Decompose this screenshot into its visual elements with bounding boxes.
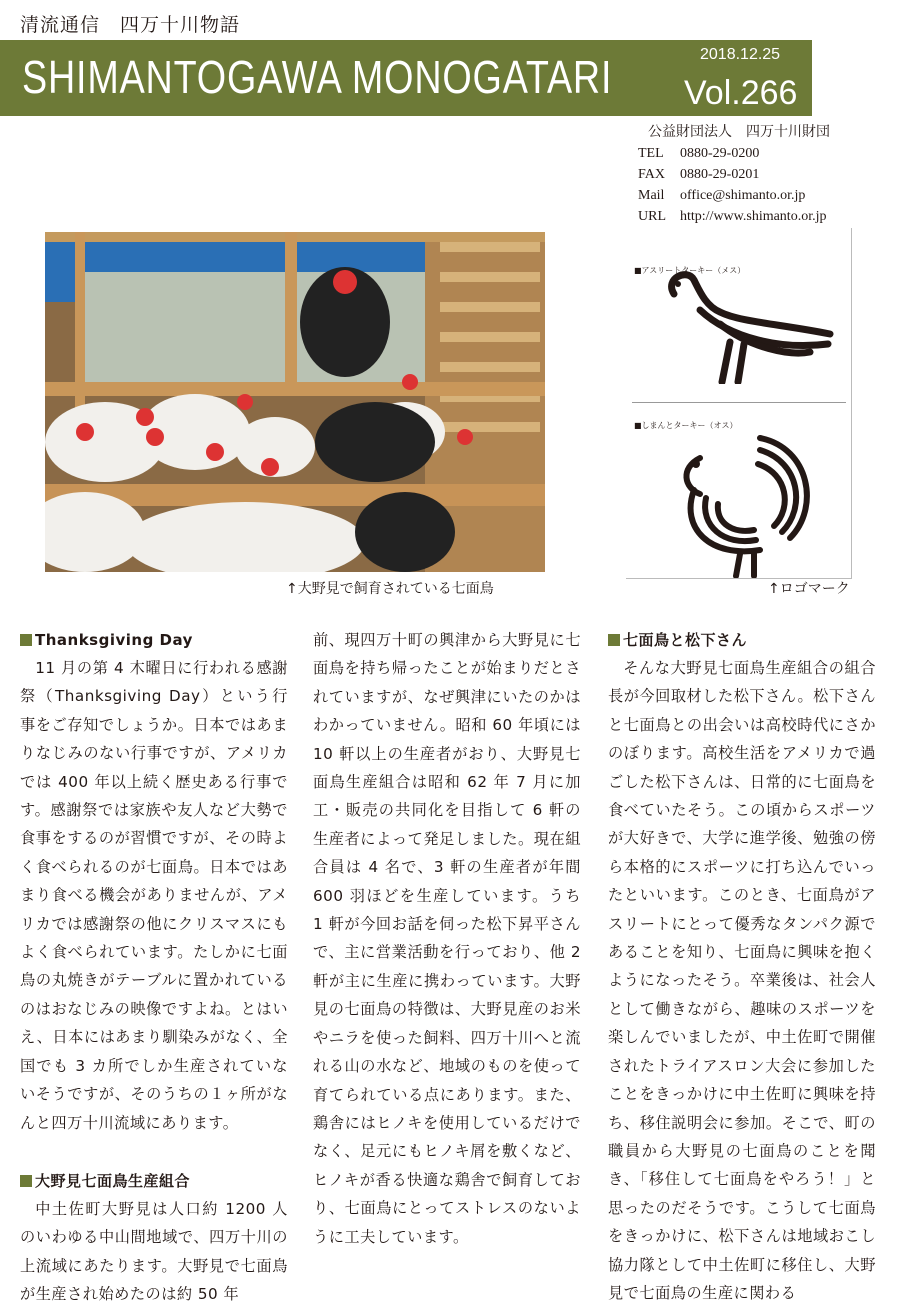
heading-square-icon <box>20 1175 32 1187</box>
contact-value: 0880-29-0200 <box>680 146 760 161</box>
photo-caption: ↑大野見で飼育されている七面鳥 <box>286 581 494 597</box>
newsletter-title: SHIMANTOGAWA MONOGATARI <box>22 51 613 103</box>
contact-mail <box>638 185 830 206</box>
contact-fax <box>638 164 830 185</box>
section-heading <box>608 626 876 654</box>
section-heading-text: Thanksgiving Day <box>35 630 193 649</box>
contact-label: URL <box>638 209 666 224</box>
issue-date: 2018.12.25 <box>700 46 781 63</box>
logo-caption: ↑ロゴマーク <box>768 581 850 597</box>
contact-label: Mail <box>638 188 665 203</box>
logo-label-female: ■アスリートターキー（メス） <box>634 266 746 275</box>
heading-square-icon <box>20 634 32 646</box>
article-column-1 <box>20 626 288 1309</box>
section-body: 中土佐町大野見は人口約 1200 人のいわゆる中山間地域で、四万十川の上流域にあたります。大野見で七面鳥が生産され始めたのは約 50 年 <box>20 1199 288 1304</box>
article-column-3 <box>608 626 876 1307</box>
contact-value: http://www.shimanto.or.jp <box>680 209 827 224</box>
section-heading-text: 大野見七面鳥生産組合 <box>35 1171 191 1190</box>
logo-divider <box>632 402 846 403</box>
contact-label: TEL <box>638 146 664 161</box>
contact-tel <box>638 143 830 164</box>
section-body-continued: 前、現四万十町の興津から大野見に七面鳥を持ち帰ったことが始まりだとされていますが、なぜ興津にいたのかはわかっていません。昭和 60 年頃には 10 軒以上の生産者がおり、大野見七面鳥生産組合は昭和 62 年 7 月に加工・販売の共同化を目指して 6 軒の生産者によって発足しました。現在組合員は 4 名で、3 軒の生産者が年間 600 羽ほどを生産しています。うち 1 軒が今回お話を伺った松下昇平さんで、主に営業活動を行っており、他 2 軒が主に生産に携わっています。大野見の七面鳥の特徴は、大野見産のお米やニラを使った飼料、四万十川へと流れる山の水など、地域のものを使って育てられている点にあります。また、鶏舎にはヒノキを使用しているだけでなく、足元にもヒノキ屑を敷くなど、ヒノキが香る快適な鶏舎で飼育しており、七面鳥にとってストレスのないように工夫しています。 <box>313 631 581 1246</box>
contact-label: FAX <box>638 167 665 182</box>
contact-url <box>638 206 830 227</box>
contact-value: 0880-29-0201 <box>680 167 760 182</box>
section-body: そんな大野見七面鳥生産組合の組合長が今回取材した松下さん。松下さんと七面鳥との出会いは高校時代にさかのぼります。高校生活をアメリカで過ごした松下さんは、日常的に七面鳥を食べていたそう。この頃からスポーツが大好きで、大学に進学後、勉強の傍ら本格的にスポーツに打ち込んでいったといいます。このとき、七面鳥がアスリートにとって優秀なタンパク源であることを知り、七面鳥に興味を抱くようになったそう。卒業後は、社会人として働きながら、趣味のスポーツを楽しんでいましたが、中土佐町で開催されたトライアスロン大会に参加したことをきっかけに中土佐町に興味を持ち、移住説明会に参加。そこで、町の職員から大野見の七面鳥のことを聞き、「移住して七面鳥をやろう！」と思ったのだそうです。こうして七面鳥をきっかけに、松下さんは地域おこし協力隊として中土佐町に移住し、大野見で七面鳥の生産に関わる <box>608 659 876 1302</box>
turkey-coop-photo <box>45 232 545 572</box>
organization-name: 公益財団法人 四万十川財団 <box>648 125 830 140</box>
contact-value: office@shimanto.or.jp <box>680 188 806 203</box>
series-title: 清流通信 四万十川物語 <box>20 14 241 36</box>
section-heading-text: 七面鳥と松下さん <box>623 630 748 649</box>
section-body: 11 月の第 4 木曜日に行われる感謝祭（Thanksgiving Day）という行事をご存知でしょうか。日本ではあまりなじみのない行事ですが、アメリカでは 400 年以上続く歴史ある行事です。感謝祭では家族や友人など大勢で食事をするのが習慣ですが、その時よく食べられるのが七面鳥。日本ではあまり食べる機会がありませんが、アメリカでは感謝祭の他にクリスマスにもよく食べられています。たしかに七面鳥の丸焼きがテーブルに置かれているのはおなじみの映像ですよね。とはいえ、日本にはあまり馴染みがなく、全国でも 3 カ所でしか生産されていないそうですが、そのうちの１ヶ所がなんと四万十川流域にあります。 <box>20 659 288 1132</box>
article-column-2 <box>313 626 581 1251</box>
section-heading <box>20 626 288 654</box>
heading-square-icon <box>608 634 620 646</box>
shimanto-turkey-logo <box>670 428 820 578</box>
athlete-turkey-logo <box>660 266 840 384</box>
logo-marks <box>626 228 853 580</box>
organization-info <box>638 122 830 227</box>
logo-label-male: ■しまんとターキー（オス） <box>634 421 738 430</box>
section-heading <box>20 1167 288 1195</box>
issue-volume: Vol.266 <box>684 74 798 112</box>
